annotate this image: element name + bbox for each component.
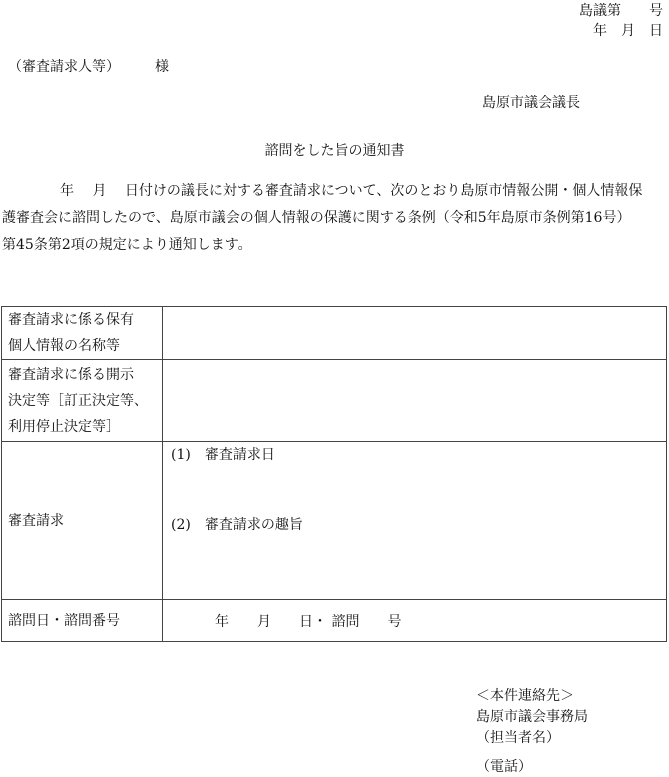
row2-label-line-3: 利用停止決定等］ <box>8 418 120 435</box>
contact-phone: （電話） <box>476 759 532 775</box>
table-row <box>2 307 667 360</box>
row2-label <box>2 360 163 442</box>
row3-label: 審査請求 <box>2 442 163 600</box>
row2-label-line-1: 審査請求に係る開示 <box>8 366 134 383</box>
document-number: 島議第 号 <box>579 3 663 19</box>
body-line-2: 護審査会に諮問したので、島原市議会の個人情報の保護に関する条例（令和5年島原市条例第16号） <box>2 210 631 226</box>
row1-label-line-2: 個人情報の名称等 <box>8 338 120 354</box>
notification-form-table <box>1 306 667 642</box>
row4-label: 諮問日・諮問番号 <box>2 600 163 642</box>
table-row <box>2 360 667 442</box>
row1-label-line-1: 審査請求に係る保有 <box>8 312 134 328</box>
contact-office: 島原市議会事務局 <box>476 709 588 725</box>
row4-value[interactable]: 年 月 日・ 諮問 号 <box>163 600 667 642</box>
addressee: （審査請求人等） 様 <box>8 59 169 75</box>
row1-label <box>2 307 163 360</box>
row2-label-line-2: 決定等［訂正決定等、 <box>8 392 148 409</box>
table-row <box>2 442 667 600</box>
contact-person: （担当者名） <box>476 730 560 746</box>
document-date: 年 月 日 <box>593 23 663 39</box>
sender: 島原市議会議長 <box>482 95 580 111</box>
request-purpose-item: (2) 審査請求の趣旨 <box>171 517 303 533</box>
body-line-1: 年 月 日付けの議長に対する審査請求について、次のとおり島原市情報公開・個人情報保 <box>60 183 643 199</box>
request-date-item: (1) 審査請求日 <box>171 447 275 463</box>
row3-value[interactable] <box>163 442 667 600</box>
document-title: 諮問をした旨の通知書 <box>264 143 405 159</box>
table-row <box>2 600 667 642</box>
row1-value[interactable] <box>163 307 667 360</box>
row2-value[interactable] <box>163 360 667 442</box>
contact-heading: ＜本件連絡先＞ <box>476 688 574 704</box>
body-line-3: 第45条第2項の規定により通知します。 <box>2 237 252 253</box>
